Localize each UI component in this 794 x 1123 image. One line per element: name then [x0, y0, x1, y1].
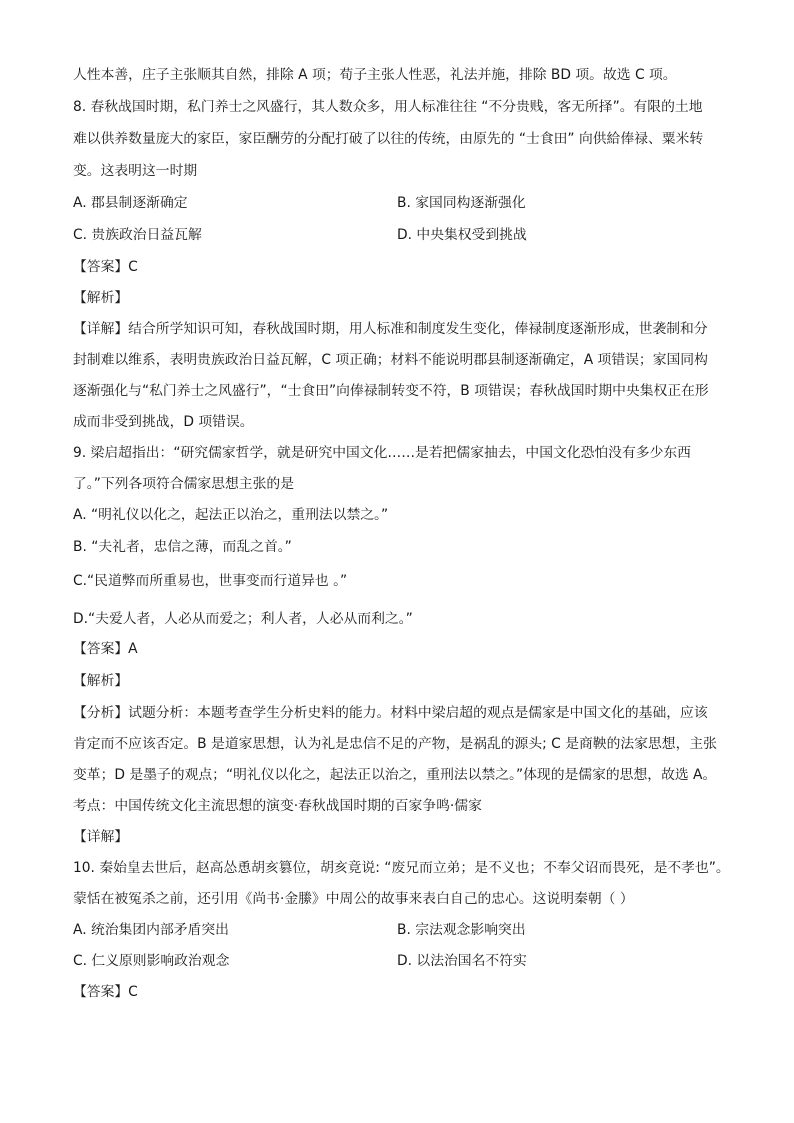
q9-stem-line-1: 9. 梁启超指出：“研究儒家哲学，就是研究中国文化……是若把儒家抽去，中国文化恐怕没有多少东西 — [73, 445, 691, 461]
q9-answer: 【答案】A — [73, 641, 138, 657]
q9-option-d: D.“夫爱人者，人必从而爱之；利人者，人必从而利之。” — [73, 611, 413, 627]
q8-option-d: D. 中央集权受到挑战 — [397, 227, 527, 243]
q8-stem-line-3: 变。这表明这一时期 — [73, 163, 198, 179]
q9-analysis-label: 【解析】 — [73, 673, 129, 689]
q8-option-c: C. 贵族政治日益瓦解 — [73, 227, 202, 243]
q10-stem-line-1: 10. 秦始皇去世后，赵高怂恿胡亥篡位，胡亥竟说: “废兄而立弟；是不义也；不奉父诏而畏死，是不孝也”。 — [73, 860, 730, 876]
q8-analysis-label: 【解析】 — [73, 290, 129, 306]
q9-analysis-line-4: 考点：中国传统文化主流思想的演变·春秋战国时期的百家争鸣·儒家 — [73, 798, 482, 814]
q8-detail-line-2: 封制难以维系，表明贵族政治日益瓦解，C 项正确；材料不能说明郡县制逐渐确定，A 项错误；家国同构 — [73, 352, 708, 368]
q8-option-a: A. 郡县制逐渐确定 — [73, 195, 188, 211]
prev-explanation-line: 人性本善，庄子主张顺其自然，排除 A 项；荀子主张人性恶，礼法并施，排除 BD 项。故选 C 项。 — [73, 67, 677, 83]
q8-detail-line-4: 成而非受到挑战，D 项错误。 — [73, 414, 254, 430]
q8-stem-line-2: 难以供养数量庞大的家臣，家臣酬劳的分配打破了以往的传统，由原先的 “士食田” 向供給俸禄、粟米转 — [73, 131, 704, 147]
q9-analysis-line-1: 【分析】试题分析：本题考查学生分析史料的能力。材料中梁启超的观点是儒家是中国文化的基础，应该 — [73, 705, 708, 721]
q10-option-a: A. 统治集团内部矛盾突出 — [73, 922, 229, 938]
q9-detail-label: 【详解】 — [73, 829, 129, 845]
q8-detail-line-3: 逐渐强化与“私门养士之风盛行”，“士食田”向俸禄制转变不符，B 项错误；春秋战国时期中央集权正在形 — [73, 383, 709, 399]
q9-option-c: C.“民道弊而所重易也，世事变而行道异也 。” — [73, 573, 348, 589]
q10-option-c: C. 仁义原则影响政治观念 — [73, 953, 230, 969]
q9-option-b: B. “夫礼者，忠信之薄，而乱之首。” — [73, 539, 292, 555]
q8-option-b: B. 家国同构逐渐强化 — [397, 195, 526, 211]
q8-detail-line-1: 【详解】结合所学知识可知，春秋战国时期，用人标准和制度发生变化，俸禄制度逐渐形成，世袭制和分 — [73, 321, 708, 337]
q10-stem-line-2: 蒙恬在被冤杀之前，还引用《尚书·金縢》中周公的故事来表白自己的忠心。这说明秦朝（ ） — [73, 891, 634, 907]
q8-answer: 【答案】C — [73, 259, 138, 275]
q9-analysis-line-3: 变革；D 是墨子的观点；“明礼仪以化之，起法正以治之，重刑法以禁之。”体现的是儒家的思想，故选 A。 — [73, 767, 717, 783]
q10-answer: 【答案】C — [73, 984, 138, 1000]
q9-analysis-line-2: 肯定而不应该否定。B 是道家思想，认为礼是忠信不足的产物，是祸乱的源头; C 是商鞅的法家思想，主张 — [73, 736, 717, 752]
q10-option-d: D. 以法治国名不符实 — [397, 953, 527, 969]
q10-option-b: B. 宗法观念影响突出 — [397, 922, 526, 938]
q9-stem-line-2: 了。”下列各项符合儒家思想主张的是 — [73, 476, 294, 492]
q9-option-a: A. “明礼仪以化之，起法正以治之，重刑法以禁之。” — [73, 507, 389, 523]
q8-stem-line-1: 8. 春秋战国时期，私门养士之风盛行，其人数众多，用人标准往往 “不分贵贱，客无所择”。有限的土地 — [73, 99, 703, 115]
